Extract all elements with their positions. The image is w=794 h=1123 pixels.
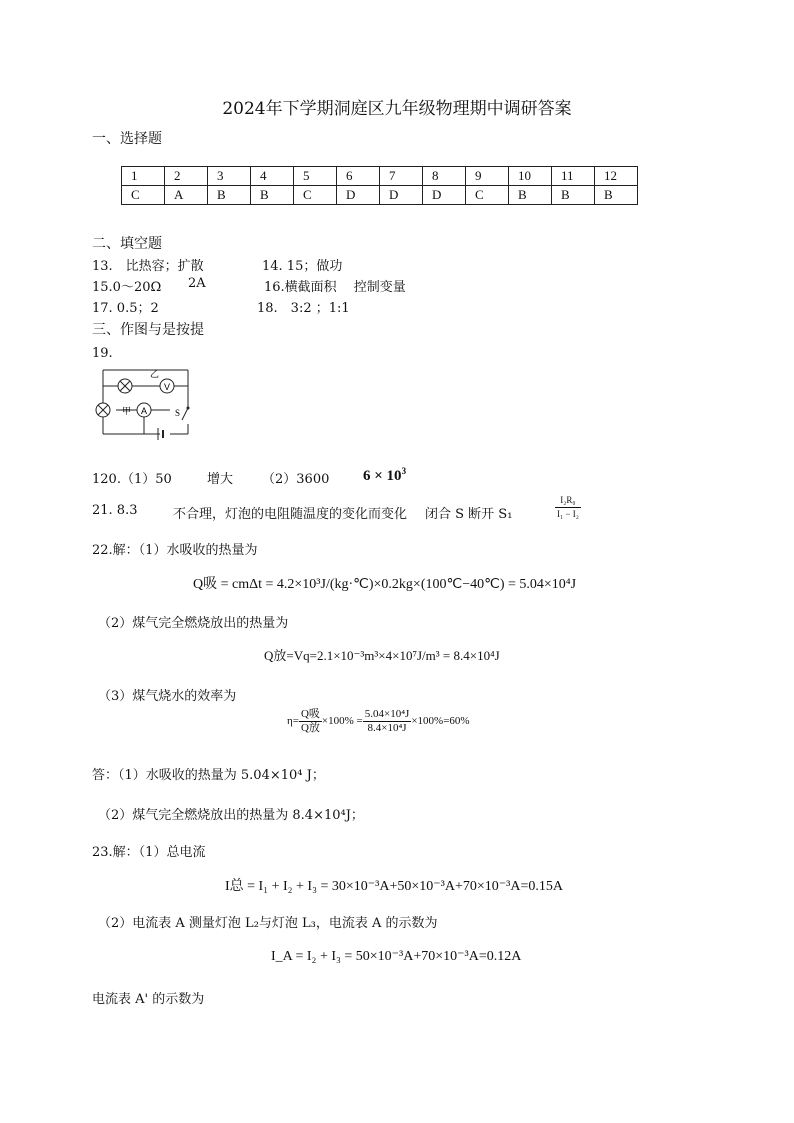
q22-equation-1: Q吸 = cmΔt = 4.2×10³J/(kg·℃)×0.2kg×(100℃−40℃) = 5.04×10⁴J xyxy=(193,577,577,592)
circuit-diagram xyxy=(94,364,200,440)
ammeter-icon xyxy=(137,403,151,417)
answer-20-part-c: （2）3600 xyxy=(262,472,330,487)
label-jia: 甲 xyxy=(122,406,132,416)
q22-answer-2: （2）煤气完全燃烧放出的热量为 8.4×10⁴J； xyxy=(98,808,364,823)
answer-cell: D xyxy=(423,186,466,205)
answer-table-answer-row xyxy=(122,186,638,205)
section-heading-choice: 一、选择题 xyxy=(92,131,162,147)
answer-17: 17. 0.5；2 xyxy=(92,301,159,316)
answer-21-part-a: 21. 8.3 xyxy=(92,503,138,518)
q23-part-2: （2）电流表 A 测量灯泡 L₂与灯泡 L₃，电流表 A 的示数为 xyxy=(98,916,438,931)
lamp-2-icon xyxy=(96,403,110,417)
question-number-cell: 12 xyxy=(595,167,638,186)
question-number-cell: 10 xyxy=(509,167,552,186)
question-number-cell: 3 xyxy=(208,167,251,186)
q22-equation-3: η= $\frac{\text{Q吸}}{\text{Q放}}$ ×100% = $\frac{\text{5.04×10⁴J}}{\text{8.4×10⁴J}}$ ×100%=60% xyxy=(287,708,470,734)
switch-blade xyxy=(182,408,188,420)
answer-cell: C xyxy=(294,186,337,205)
answer-16: 16.横截面积 控制变量 xyxy=(264,280,406,295)
answer-21-part-b: 不合理，灯泡的电阻随温度的变化而变化 xyxy=(173,507,408,522)
answer-cell: B xyxy=(251,186,294,205)
answer-20-part-b: 增大 xyxy=(207,472,234,487)
q23-equation-1: I总 = I₁ + I₂ + I₃ = 30×10⁻³A+50×10⁻³A+70×10⁻³A=0.15A xyxy=(225,879,563,894)
answer-15: 15.0～20Ω xyxy=(92,280,162,295)
answer-21-fraction: $\frac{\text{I₂R₀}}{\text{I₁ − I₂}}$ xyxy=(557,495,579,519)
answer-table-number-row xyxy=(122,167,638,186)
section-heading-fill: 二、填空题 xyxy=(92,236,162,252)
answer-cell: B xyxy=(552,186,595,205)
answer-cell: B xyxy=(208,186,251,205)
answer-cell: D xyxy=(380,186,423,205)
answer-cell: C xyxy=(122,186,165,205)
answer-21-part-c: 闭合 S 断开 S₁ xyxy=(425,507,513,522)
q22-equation-2: Q放=Vq=2.1×10⁻³m³×4×10⁷J/m³ = 8.4×10⁴J xyxy=(264,648,500,663)
q22-answer-1: 答：（1）水吸收的热量为 5.04×10⁴ J； xyxy=(92,768,325,783)
answer-cell: D xyxy=(337,186,380,205)
answer-table xyxy=(121,166,638,205)
answer-cell: B xyxy=(595,186,638,205)
switch-pivot xyxy=(187,407,190,410)
answer-cell: C xyxy=(466,186,509,205)
voltmeter-label: V xyxy=(163,382,171,392)
question-19-label: 19. xyxy=(92,346,113,361)
page-title: 2024年下学期洞庭区九年级物理期中调研答案 xyxy=(222,99,572,119)
answer-13: 13. 比热容；扩散 xyxy=(92,259,204,274)
q22-part-3: （3）煤气烧水的效率为 xyxy=(98,689,237,704)
answer-cell: B xyxy=(509,186,552,205)
question-number-cell: 8 xyxy=(423,167,466,186)
voltmeter-icon xyxy=(160,379,174,393)
section-heading-drawing: 三、作图与是按提 xyxy=(92,322,204,338)
question-number-cell: 7 xyxy=(380,167,423,186)
answer-20-part-a: 120.（1）50 xyxy=(92,472,172,487)
ammeter-label: A xyxy=(140,406,148,416)
question-number-cell: 2 xyxy=(165,167,208,186)
label-yi: 乙 xyxy=(150,369,160,379)
question-number-cell: 1 xyxy=(122,167,165,186)
question-number-cell: 9 xyxy=(466,167,509,186)
q22-part-2: （2）煤气完全燃烧放出的热量为 xyxy=(98,616,289,631)
answer-14: 14. 15；做功 xyxy=(262,259,343,274)
answer-18: 18. 3:2 ；1:1 xyxy=(257,301,350,316)
q23-tail: 电流表 A' 的示数为 xyxy=(92,992,205,1007)
label-switch-s: S xyxy=(175,408,181,418)
question-number-cell: 6 xyxy=(337,167,380,186)
q23-heading: 23.解：（1）总电流 xyxy=(92,845,206,860)
question-number-cell: 4 xyxy=(251,167,294,186)
q22-heading: 22.解：（1）水吸收的热量为 xyxy=(92,543,258,558)
answer-15-current: 2A xyxy=(188,276,206,291)
question-number-cell: 11 xyxy=(552,167,595,186)
answer-cell: A xyxy=(165,186,208,205)
question-number-cell: 5 xyxy=(294,167,337,186)
answer-20-part-d: $6 \times 10^3$ xyxy=(363,466,407,484)
lamp-1-icon xyxy=(118,379,132,393)
q23-equation-2: I_A = I₂ + I₃ = 50×10⁻³A+70×10⁻³A=0.12A xyxy=(271,949,522,964)
